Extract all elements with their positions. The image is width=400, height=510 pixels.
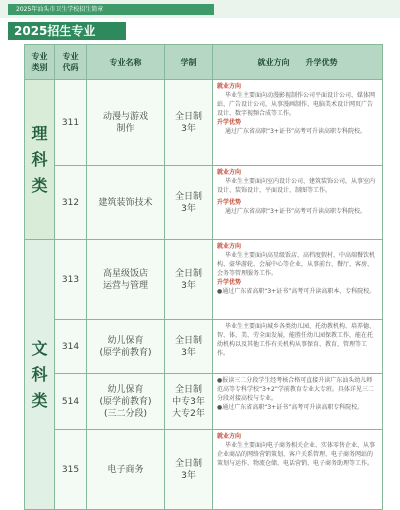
major-description — [213, 80, 383, 166]
further-label: 升学优势 — [217, 279, 242, 286]
major-name: 高星级饭店 运营与管理 — [87, 240, 165, 320]
major-description — [213, 240, 383, 320]
employment-label: 就业方向 — [217, 243, 242, 250]
header-direction: 就业方向 升学优势 — [213, 45, 383, 80]
further-text: 通过广东省高职“3+证书”高考可升读高职专科院校。 — [225, 128, 367, 135]
major-code: 311 — [55, 80, 87, 166]
major-name: 幼儿保育 (原学前教育) — [87, 320, 165, 374]
table-row — [25, 430, 383, 510]
major-name: 幼儿保育 (原学前教育) (三二分段) — [87, 374, 165, 430]
header-category: 专业类别 — [25, 45, 55, 80]
category-science: 理 科 类 — [25, 80, 55, 240]
header-name: 专业名称 — [87, 45, 165, 80]
major-name: 建筑装饰技术 — [87, 166, 165, 240]
employment-text: 毕业生主要面向高星级饭店、高档度假村、中高端餐饮机构、豪华游轮、会展中心等企业，从事前台、餐厅、客房、会务等管理服务工作。 — [217, 252, 376, 277]
employment-label: 就业方向 — [217, 169, 242, 176]
table-row — [25, 166, 383, 240]
major-code: 314 — [55, 320, 87, 374]
header-code: 专业代码 — [55, 45, 87, 80]
employment-text: 毕业生主要面向城乡各类幼儿园、托幼教机构、培养德、智、体、美、劳全面发展，能胜任幼儿园保教工作，能在托幼机构以及其他工作有关机构从事保育、教育、管理等工作。 — [217, 323, 376, 357]
employment-label: 就业方向 — [217, 433, 242, 440]
employment-text: 毕业生主要面向室内设计公司、建筑装饰公司，从事室内设计、装饰设计、平面设计、制图等工作。 — [217, 178, 376, 194]
major-description — [213, 374, 383, 430]
major-length: 全日制 3年 — [165, 430, 213, 510]
major-name: 动漫与游戏 制作 — [87, 80, 165, 166]
table-row — [25, 374, 383, 430]
major-code: 312 — [55, 166, 87, 240]
employment-label: 就业方向 — [217, 83, 242, 90]
header-length: 学制 — [165, 45, 213, 80]
major-description — [213, 166, 383, 240]
table-header-row — [25, 45, 383, 80]
major-description — [213, 320, 383, 374]
further-text: ●通过广东省高职“3+证书”高考可升读高职本、专科院校。 — [217, 288, 376, 295]
employment-text: 毕业生主要面向电子商务相关企业、实体零售企业、从事企业商品的网络营销策划、客户关系管理、电子商务网站的策划与运作、物流仓储、电话营销、电子商务助理等工作。 — [217, 442, 376, 467]
further-label: 升学优势 — [217, 199, 242, 206]
major-length: 全日制 3年 — [165, 166, 213, 240]
major-name: 电子商务 — [87, 430, 165, 510]
further-text: ●报读三二分段学生经考核合格可直接升读广东汕头幼儿师范高等专科学校“3+2”学前教育专业大专班。具体详见三二分段对接高校与专业。 ●通过广东省高职“3+证书”高考可升读高职专科院校。 — [217, 377, 374, 411]
table-row — [25, 80, 383, 166]
category-arts: 文 科 类 — [25, 240, 55, 510]
major-length: 全日制 3年 — [165, 240, 213, 320]
major-description — [213, 430, 383, 510]
major-code: 514 — [55, 374, 87, 430]
further-text: 通过广东省高职“3+证书”高考可升读高职专科院校。 — [225, 208, 367, 215]
major-length: 全日制 3年 — [165, 80, 213, 166]
major-code: 315 — [55, 430, 87, 510]
major-length: 全日制 3年 — [165, 320, 213, 374]
top-banner-strip — [0, 0, 400, 18]
table-row — [25, 320, 383, 374]
major-length: 全日制 中专3年 大专2年 — [165, 374, 213, 430]
further-label: 升学优势 — [217, 119, 242, 126]
banner-text: 2025年汕头市卫生学校招生简章 — [8, 4, 214, 15]
table-row — [25, 240, 383, 320]
majors-table — [24, 44, 383, 510]
major-code: 313 — [55, 240, 87, 320]
section-title: 2025招生专业 — [8, 22, 126, 40]
employment-text: 毕业生主要面向动漫影视制作公司平面设计公司、媒体网站、广告设计公司，从事漫画制作、电脑美术设计网页广告设计、数字视频合成等工作。 — [217, 92, 376, 117]
